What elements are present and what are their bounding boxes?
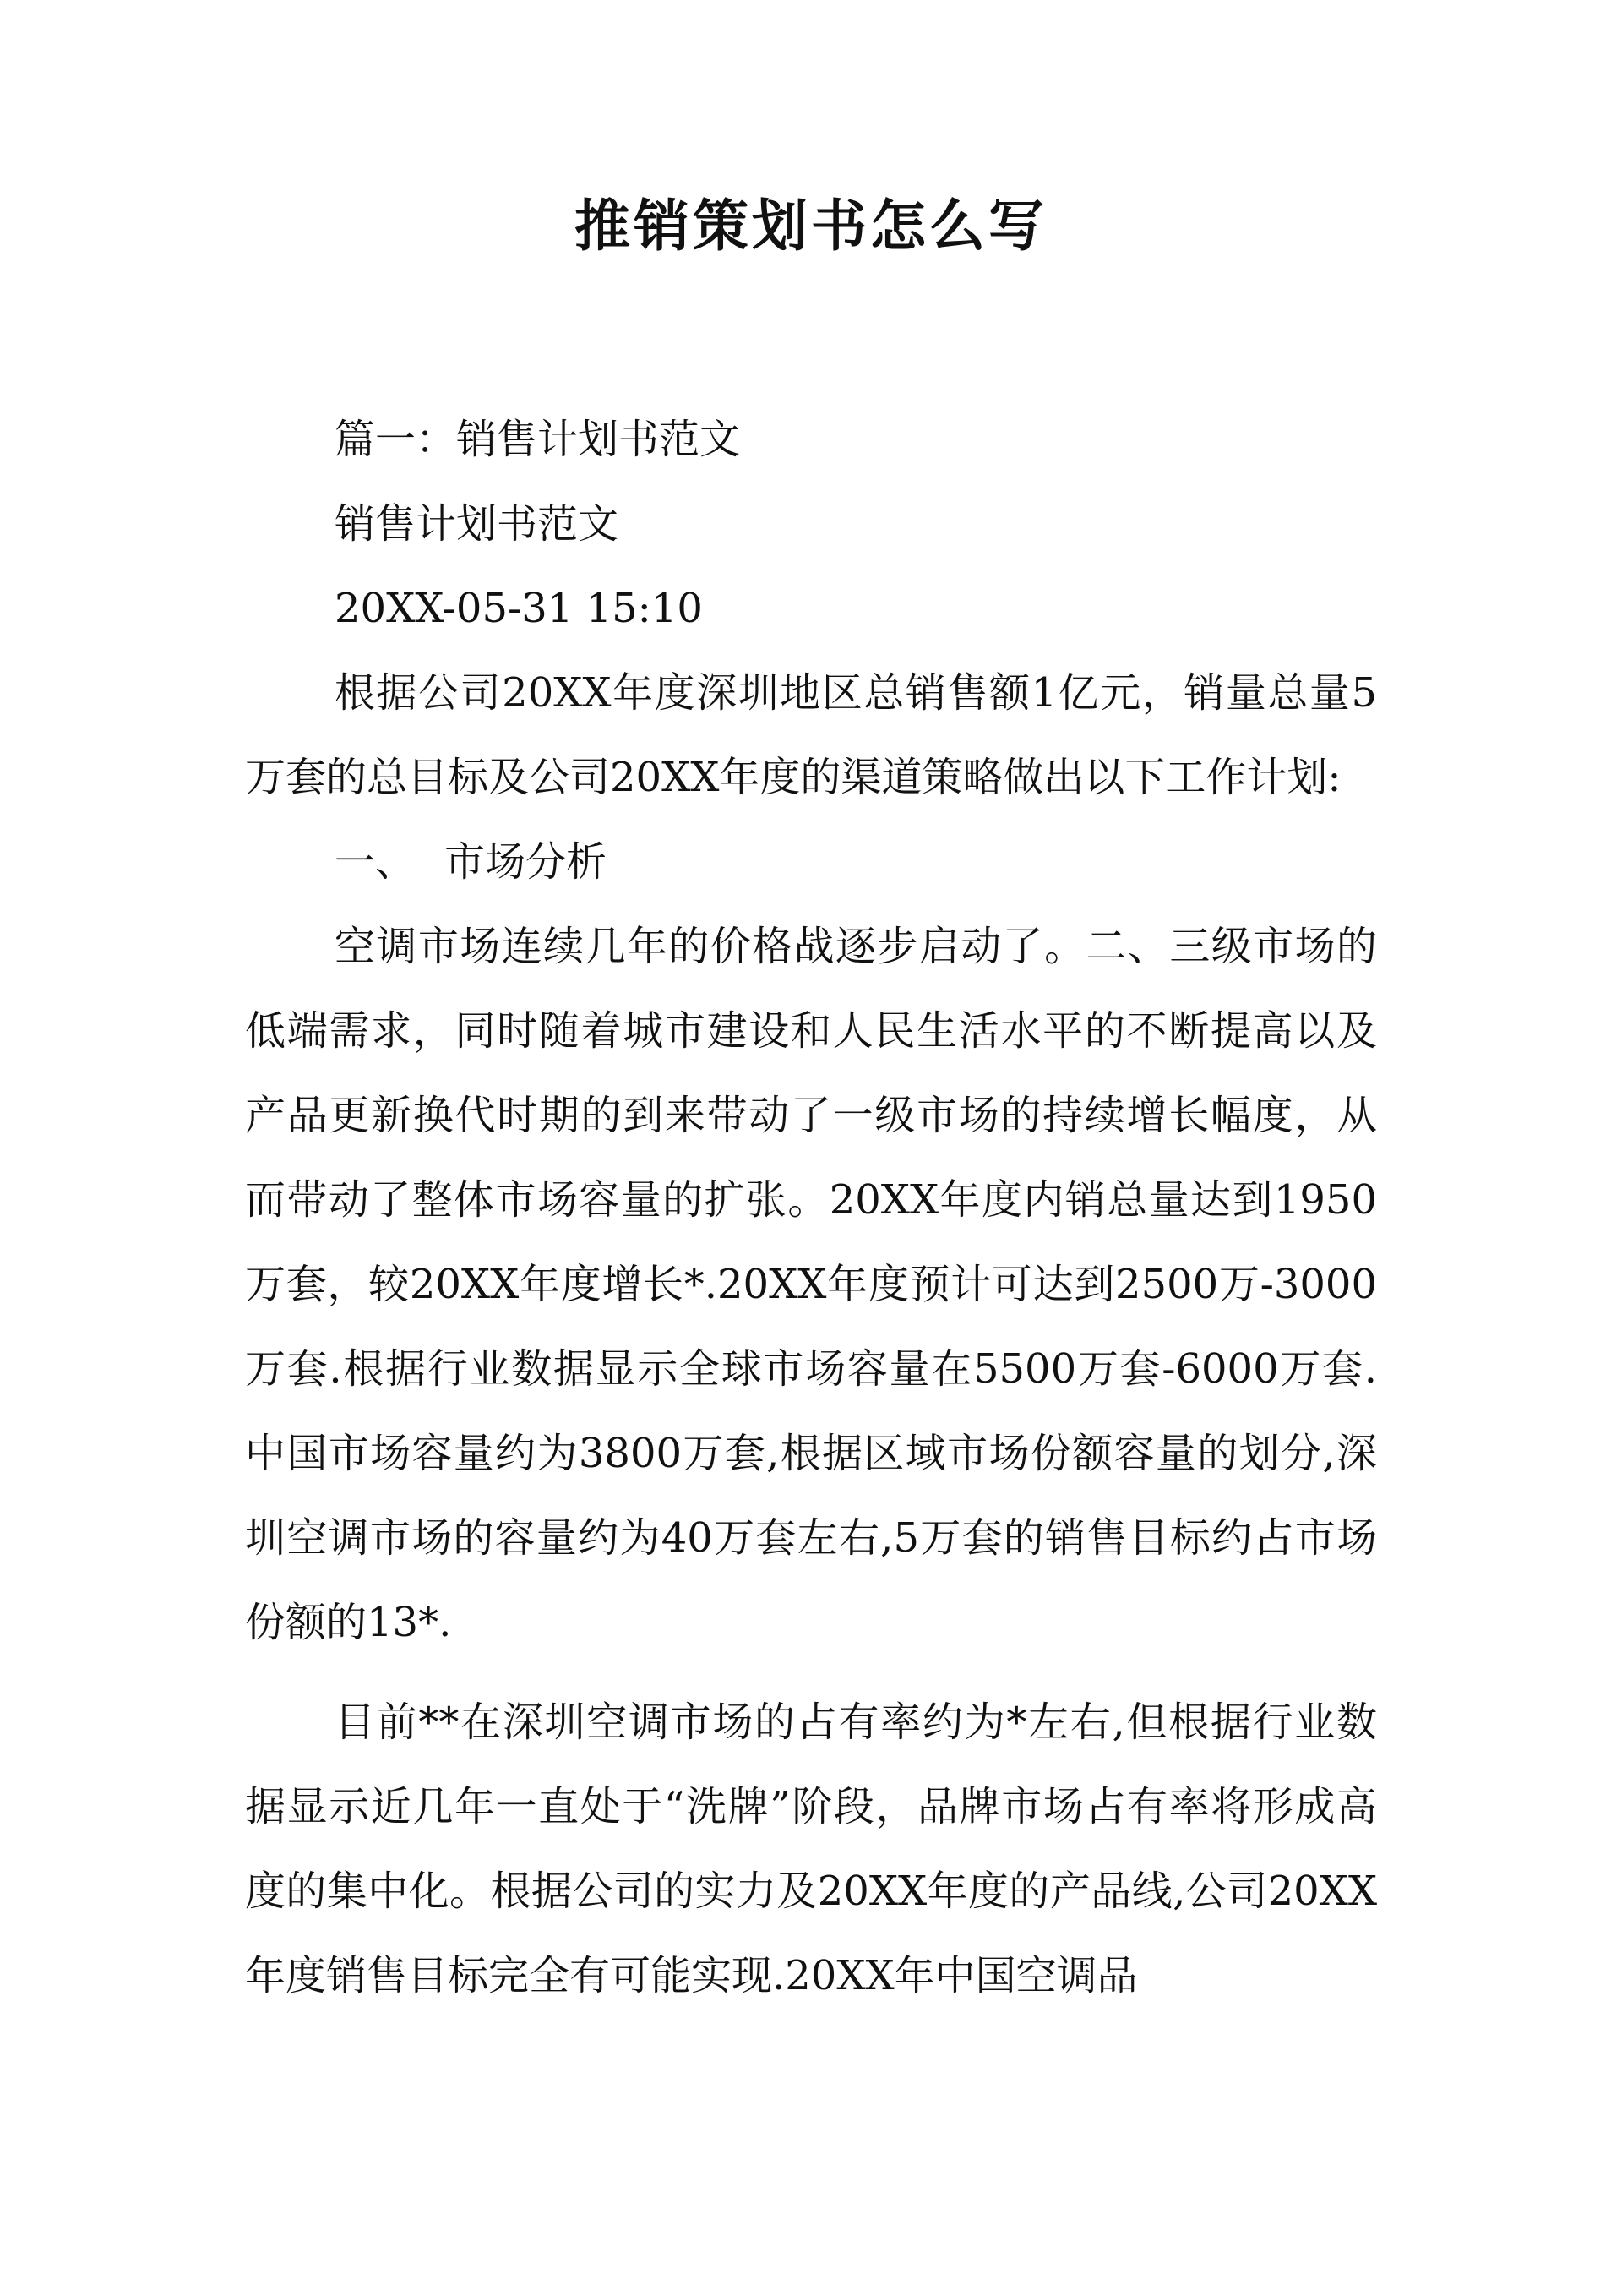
document-body — [245, 397, 1377, 2018]
market-paragraph-1: 空调市场连续几年的价格战逐步启动了。二、三级市场的低端需求，同时随着城市建设和人民生活水平的不断提高以及产品更新换代时期的到来带动了一级市场的持续增长幅度，从而带动了整体市场容量的扩张。20XX年度内销总量达到1950万套，较20XX年度增长*.20XX年度预计可达到2500万-3000万套.根据行业数据显示全球市场容量在5500万套-6000万套.中国市场容量约为3800万套,根据区域市场份额容量的划分,深圳空调市场的容量约为40万套左右,5万套的销售目标约占市场份额的13*. — [245, 923, 1377, 1646]
part-one-number: 一、 — [335, 838, 416, 886]
market-paragraph-2: 目前**在深圳空调市场的占有率约为*左右,但根据行业数据显示近几年一直处于“洗牌”阶段，品牌市场占有率将形成高度的集中化。根据公司的实力及20XX年度的产品线,公司20XX年度销售目标完全有可能实现.20XX年中国空调品 — [245, 1699, 1377, 1999]
part-one-heading — [245, 820, 1377, 904]
document-title: 推销策划书怎么写 — [574, 193, 1048, 259]
document-datetime: 20XX-05-31 15:10 — [335, 585, 703, 632]
document-subtitle: 销售计划书范文 — [335, 500, 619, 548]
section-heading: 篇一：销售计划书范文 — [335, 416, 741, 463]
intro-paragraph: 根据公司20XX年度深圳地区总销售额1亿元，销量总量5万套的总目标及公司20XX年度的渠道策略做出以下工作计划: — [245, 669, 1377, 801]
part-one-label: 市场分析 — [444, 838, 607, 886]
